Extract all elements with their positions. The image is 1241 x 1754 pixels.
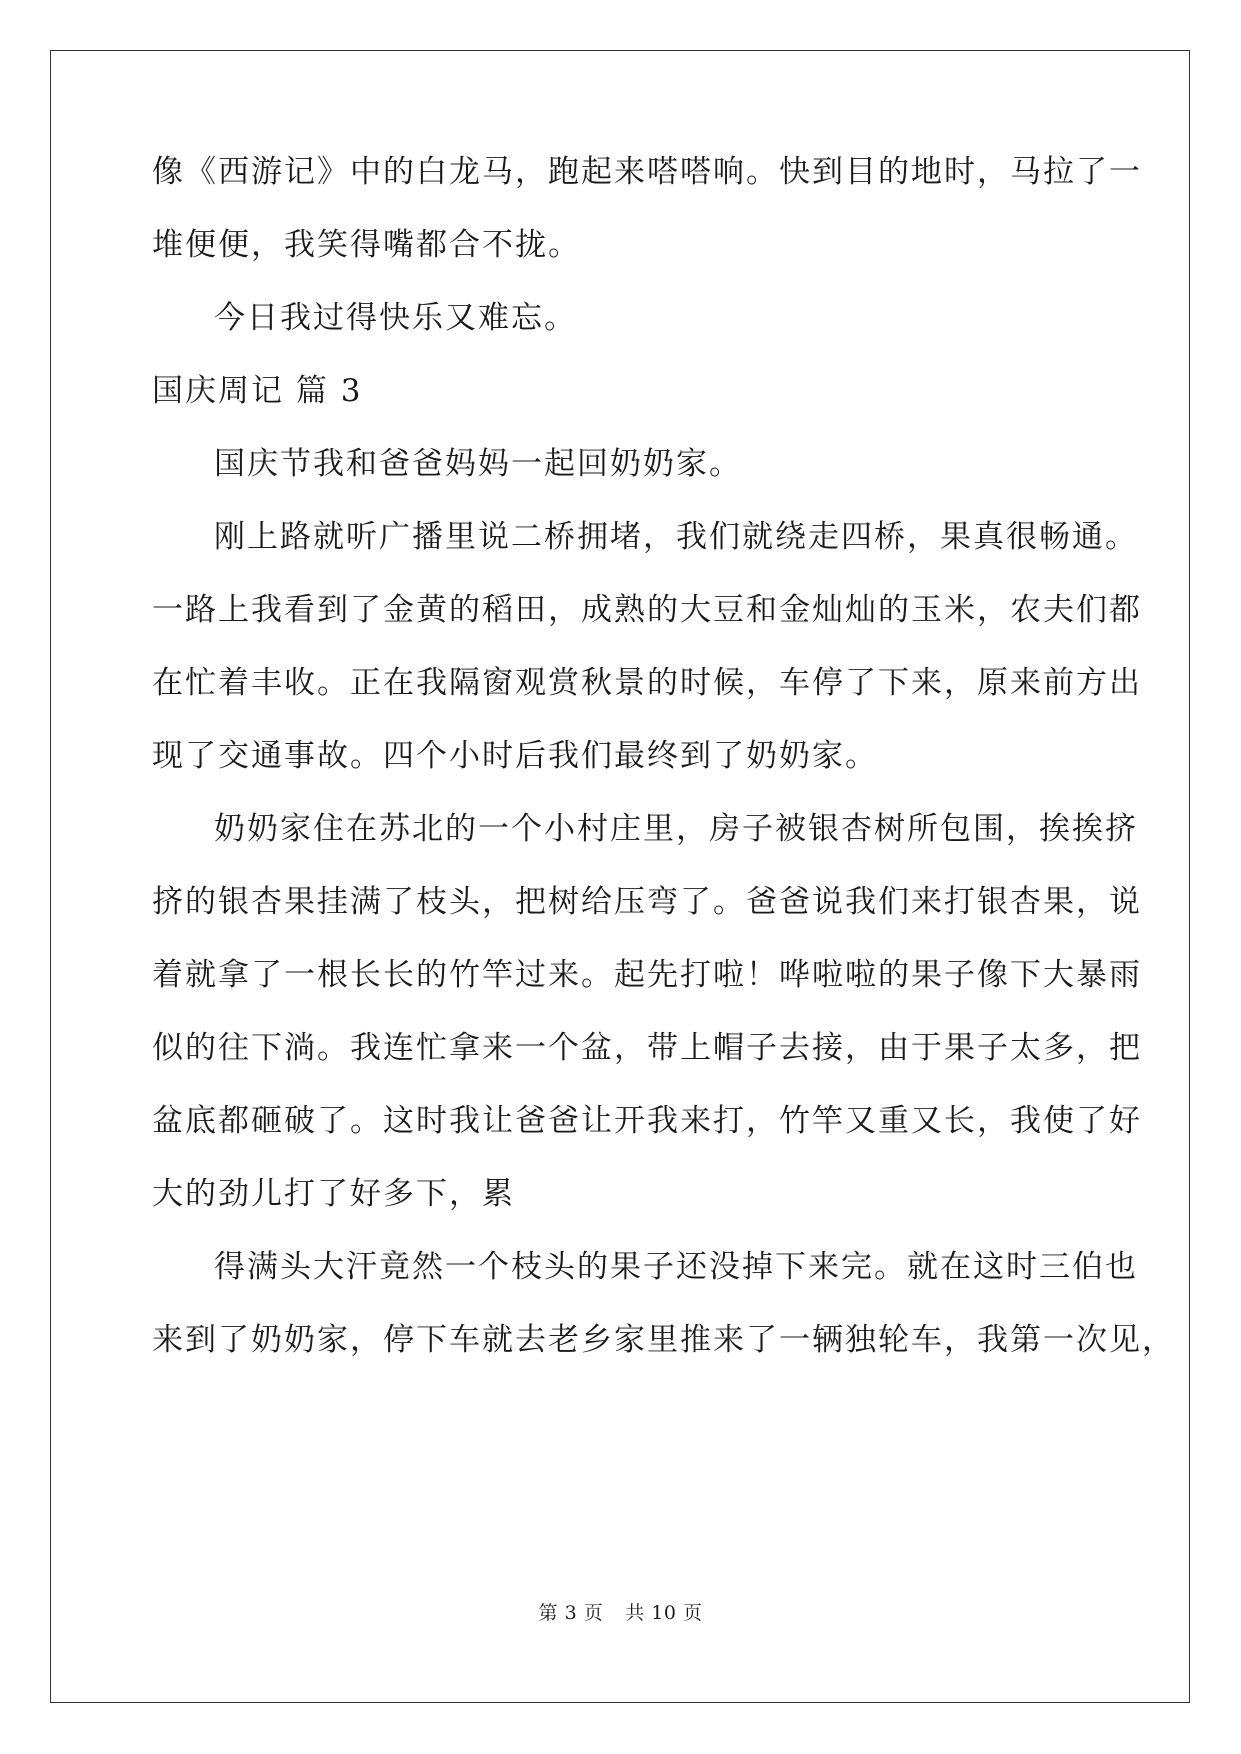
text-line: 大的劲儿打了好多下，累 [152,1176,515,1212]
text-line: 像《西游记》中的白龙马，跑起来嗒嗒响。快到目的地时，马拉了一 [152,154,1142,190]
text-line: 在忙着丰收。正在我隔窗观赏秋景的时候，车停了下来，原来前方出 [152,665,1142,701]
paragraph-line: 得满头大汗竟然一个枝头的果子还没掉下来完。就在这时三伯也 [214,1249,1138,1285]
text-line: 堆便便，我笑得嘴都合不拢。 [152,227,581,263]
section-heading: 国庆周记 篇 3 [152,373,363,409]
text-line: 似的往下淌。我连忙拿来一个盆，带上帽子去接，由于果子太多，把 [152,1030,1142,1066]
text-line: 现了交通事故。四个小时后我们最终到了奶奶家。 [152,738,878,774]
text-line: 来到了奶奶家，停下车就去老乡家里推来了一辆独轮车，我第一次见， [152,1322,1175,1358]
page-footer [0,1598,1241,1625]
text-line: 挤的银杏果挂满了枝头，把树给压弯了。爸爸说我们来打银杏果，说 [152,884,1142,920]
text-line: 着就拿了一根长长的竹竿过来。起先打啦！哗啦啦的果子像下大暴雨 [152,957,1142,993]
paragraph-line: 奶奶家住在苏北的一个小村庄里，房子被银杏树所包围，挨挨挤 [214,811,1138,847]
text-line: 一路上我看到了金黄的稻田，成熟的大豆和金灿灿的玉米，农夫们都 [152,592,1142,628]
page-number-current: 第 3 页 [538,1602,604,1624]
text-line: 盆底都砸破了。这时我让爸爸让开我来打，竹竿又重又长，我使了好 [152,1103,1142,1139]
paragraph-line: 刚上路就听广播里说二桥拥堵，我们就绕走四桥，果真很畅通。 [214,519,1138,555]
paragraph-line: 国庆节我和爸爸妈妈一起回奶奶家。 [214,446,742,482]
page-number-total: 共 10 页 [625,1602,703,1624]
paragraph-line: 今日我过得快乐又难忘。 [214,300,577,336]
